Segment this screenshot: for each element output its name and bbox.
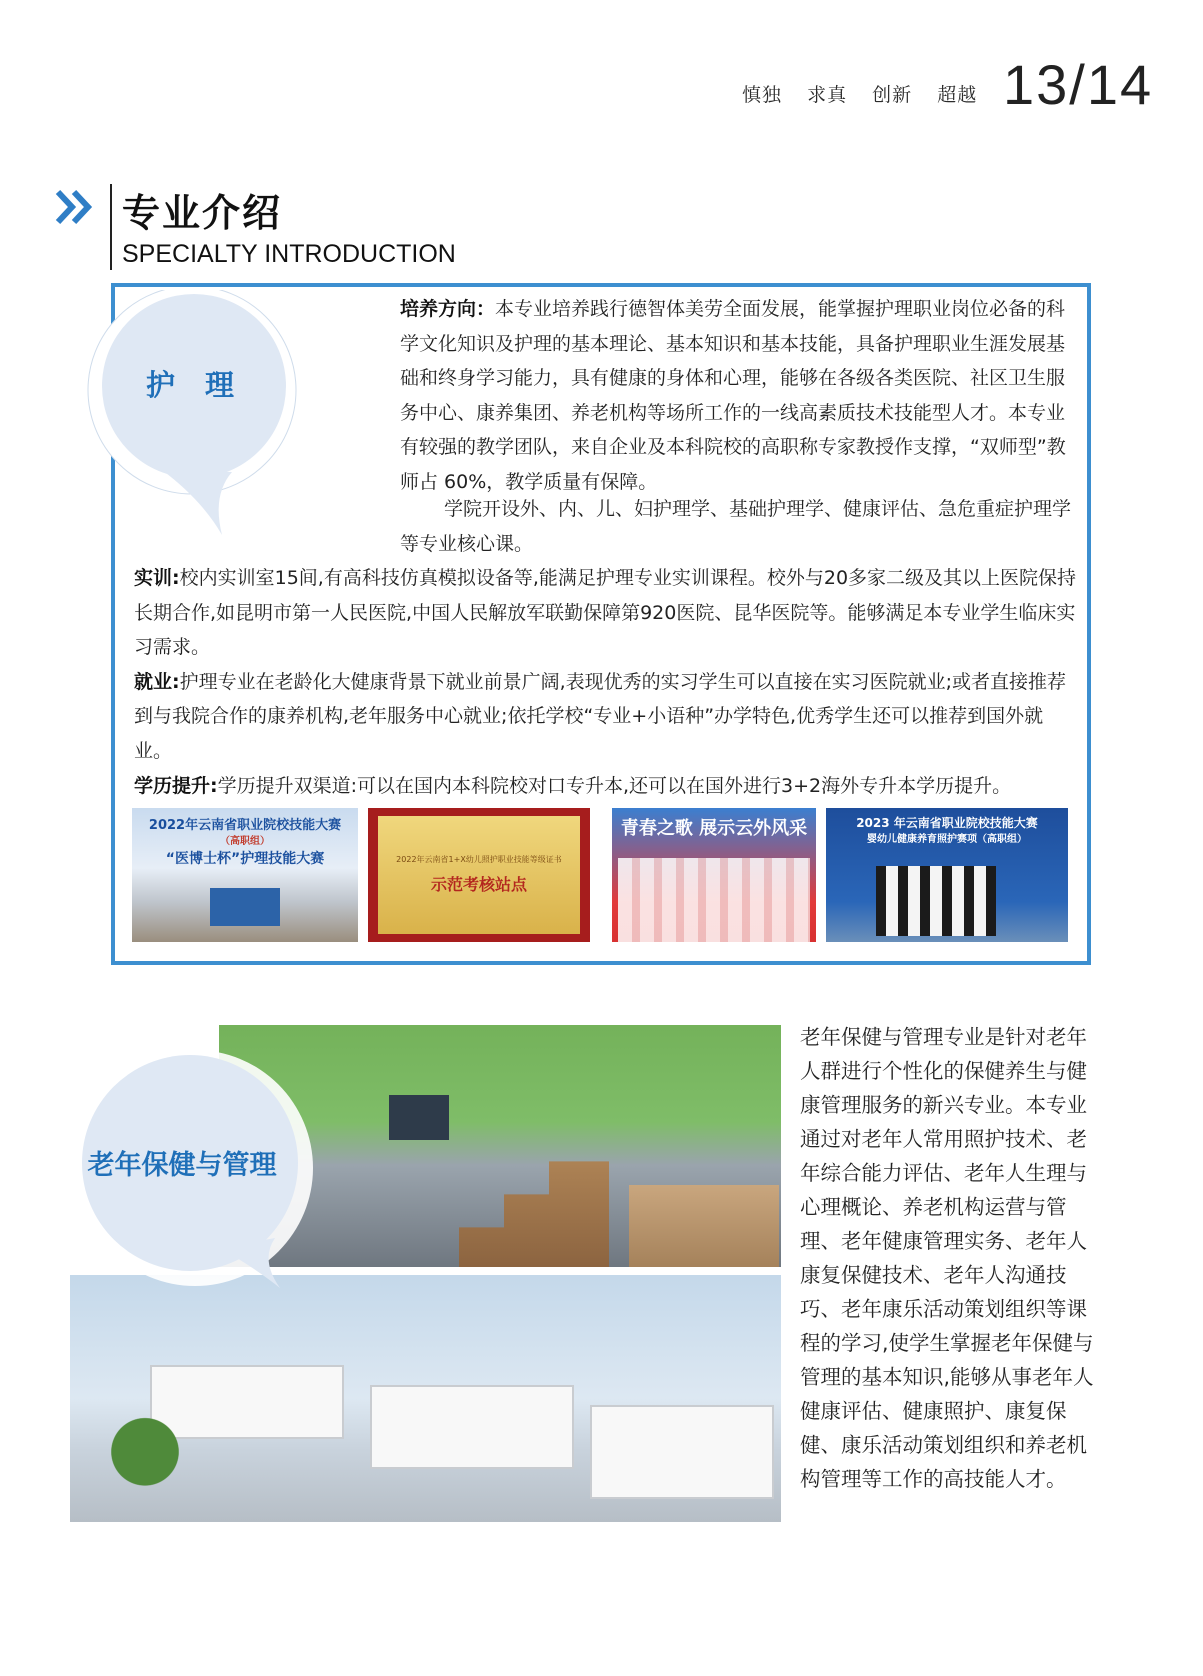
training-label: 实训:	[134, 567, 180, 589]
photo-nurses-stage	[612, 808, 816, 942]
photo-care-ward	[70, 1275, 781, 1522]
employment-text: 护理专业在老龄化大健康背景下就业前景广阔,表现优秀的实习学生可以直接在实习医院就业;或者直接推荐到与我院合作的康养机构,老年服务中心就业;依托学校“专业+小语种”办学特色,优秀学生还可以推荐到国外就业。	[134, 670, 1067, 762]
bed-shape	[590, 1405, 774, 1499]
training-text: 校内实训室15间,有高科技仿真模拟设备等,能满足护理专业实训课程。校外与20多家二级及其以上医院保持长期合作,如昆明市第一人民医院,中国人民解放军联勤保障第920医院、昆华医院等。能够满足本专业学生临床实习需求。	[134, 567, 1077, 659]
employment-paragraph	[134, 665, 1080, 769]
photo-caption: 2022年云南省1+X幼儿照护职业技能等级证书	[396, 855, 562, 864]
motto	[742, 80, 995, 107]
monitor-shape	[389, 1095, 449, 1140]
degree-text: 学历提升双渠道:可以在国内本科院校对口专升本,还可以在国外进行3+2海外专升本学历提升。	[217, 774, 1012, 797]
title-divider	[110, 184, 112, 270]
major-name-nursing: 护 理	[145, 368, 245, 402]
courses-paragraph: 学院开设外、内、儿、妇护理学、基础护理学、健康评估、急危重症护理学等专业核心课。	[400, 498, 1072, 555]
motto-item: 创新	[872, 84, 913, 106]
section-title: 专业介绍	[122, 191, 283, 235]
motto-item: 慎独	[742, 84, 783, 106]
photo-caption: 婴幼儿健康养育照护赛项（高职组）	[867, 834, 1027, 845]
degree-paragraph	[134, 769, 1080, 804]
photo-caption: 示范考核站点	[430, 875, 527, 894]
speech-bubble-shape	[82, 290, 302, 540]
elderly-paragraph: 老年保健与管理专业是针对老年人群进行个性化的保健养生与健康管理服务的新兴专业。本专业通过对老年人常用照护技术、老年综合能力评估、老年人生理与心理概论、养老机构运营与管理、老年健康管理实务、老年人康复保健技术、老年人沟通技巧、老年康乐活动策划组织等课程的学习,使学生掌握老年保健与管理的基本知识,能够从事老年人健康评估、健康照护、康复保健、康乐活动策划组织和养老机构管理等工作的高技能人才。	[800, 1025, 1094, 1491]
nurses-shape	[618, 858, 810, 942]
plant-shape	[100, 1405, 190, 1522]
employment-label: 就业:	[134, 670, 180, 693]
major-name-elderly: 老年保健与管理	[87, 1150, 277, 1181]
motto-item: 求真	[807, 84, 848, 106]
double-chevron-icon	[54, 186, 96, 228]
photo-caption: （高职组）	[220, 836, 270, 847]
photo-caption: 青春之歌 展示云外风采	[620, 818, 808, 839]
banner-shape	[210, 888, 280, 926]
team-shape	[876, 866, 996, 936]
photo-caption: 2023 年云南省职业院校技能大赛	[856, 816, 1038, 830]
direction-label: 培养方向：	[400, 298, 496, 320]
direction-text: 本专业培养践行德智体美劳全面发展，能掌握护理职业岗位必备的科学文化知识及护理的基本理论、基本知识和基本技能，具备护理职业生涯发展基础和终身学习能力，具有健康的身体和心理，能够在各级各类医院、社区卫生服务中心、康养集团、养老机构等场所工作的一线高素质技术技能型人才。本专业有较强的教学团队，来自企业及本科院校的高职称专家教授作支撑，“双师型”教师占 60%，教学质量有保障。	[400, 298, 1066, 493]
photo-caption: 2022年云南省职业院校技能大赛	[148, 818, 342, 833]
photo-certificate-plaque	[368, 808, 590, 942]
motto-item: 超越	[937, 84, 978, 106]
section-subtitle: SPECIALTY INTRODUCTION	[122, 240, 456, 268]
ramp-shape	[629, 1185, 779, 1267]
training-paragraph	[134, 561, 1080, 665]
photo-competition-group	[132, 808, 358, 942]
stairs-shape	[459, 1135, 609, 1267]
bed-shape	[370, 1385, 574, 1469]
photo-caption: “医博士杯”护理技能大赛	[165, 851, 325, 867]
degree-label: 学历提升:	[134, 774, 218, 797]
plaque-shape	[378, 816, 580, 934]
photo-award-team	[826, 808, 1068, 942]
direction-paragraph	[400, 292, 1080, 500]
details-paragraphs	[134, 561, 1080, 803]
page-number: 13/14	[1003, 53, 1154, 116]
